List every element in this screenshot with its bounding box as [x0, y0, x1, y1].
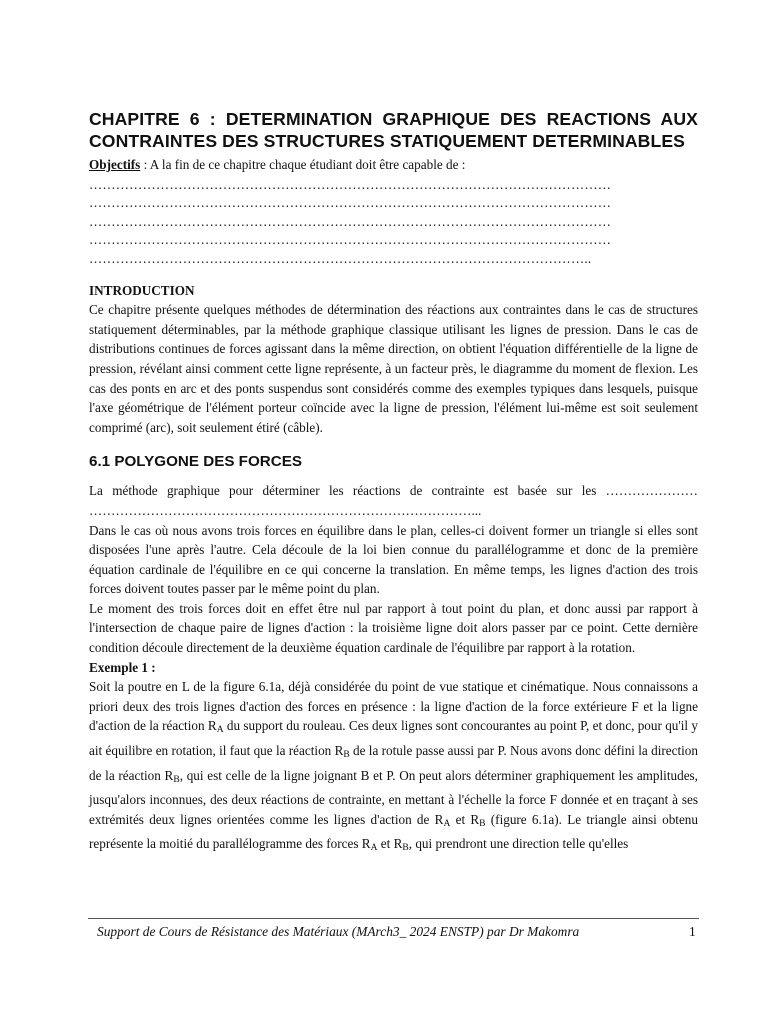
objectifs-line [89, 155, 698, 175]
document-body [89, 108, 698, 859]
example-paragraph [89, 677, 698, 859]
text-run: et R [450, 811, 480, 827]
text-run: Soit la poutre en L de la figure 6.1a, déjà considérée du point de vue statique et cinématique. Nous connaissons a priori deux des trois lignes d'action des forces en présence : la ligne d'action de la force extérieure F et la ligne d'action de la réaction R [89, 679, 698, 734]
dotted-answer-line: ……………………………………………………………………………………………………… [89, 213, 612, 229]
page-number: 1 [689, 924, 696, 939]
text-run: du support du rouleau. Ces deux lignes sont concourantes au point P, et donc, pour qu'il y ait équilibre en rotation, il faut que la réaction R [89, 718, 699, 759]
text-run: , qui prendront une direction telle qu'elles [408, 836, 629, 852]
subscript: A [216, 725, 224, 736]
subscript: B [479, 818, 486, 829]
subscript: A [443, 818, 451, 829]
footer-divider [88, 918, 699, 919]
introduction-heading: INTRODUCTION [89, 282, 195, 298]
text-run: , qui est celle de la ligne joignant B et P. On peut alors déterminer graphiquement les amplitudes, jusqu'alors inconnues, des deux réactions de contrainte, en mettant à l'échelle la force F donnée et en traçant à ses extrémités deux lignes orientées comme les lignes d'action de R [89, 767, 698, 827]
subscript: B [173, 774, 180, 785]
subscript: A [370, 843, 378, 854]
introduction-paragraph: Ce chapitre présente quelques méthodes de détermination des réactions aux contraintes dans le cas de structures statiquement déterminables, par la méthode graphique classique utilisant les lignes de pression. Dans le cas de distributions continues de forces agissant dans la même direction, on obtient l'équation différentielle de la ligne de pression, révélant ainsi comment cette ligne représente, à un facteur près, le diagramme du moment de flexion. Les cas des ponts en arc et des ponts suspendus sont considérés comme des exemples typiques dans lesquels, puisque l'axe géométrique de l'élément porteur coïncide avec la ligne de pression, l'élément lui-même est soit seulement comprimé (arc), soit seulement étiré (câble). [89, 302, 698, 435]
objectifs-label: Objectifs [89, 157, 141, 172]
text-run: et R [377, 836, 403, 852]
text-run: de la rotule passe aussi par P. Nous avons donc défini la direction de la réaction R [89, 743, 698, 783]
subscript: B [402, 843, 409, 854]
footer-text: Support de Cours de Résistance des Matériaux (MArch3_ 2024 ENSTP) par Dr Makomra [97, 924, 580, 939]
paragraph: Dans le cas où nous avons trois forces en équilibre dans le plan, celles-ci doivent former un triangle si elles sont disposées l'une après l'autre. Cela découle de la loi bien connue du parallélogramme et donc de la première équation cardinale de l'équilibre en ce qui concerne la translation. En même temps, les lignes d'action des trois forces doivent toutes passer par le même point du plan. [89, 522, 698, 597]
objectifs-text: : A la fin de ce chapitre chaque étudiant doit être capable de : [140, 157, 466, 172]
text-run: (figure 6.1a). Le triangle ainsi obtenu représente la moitié du parallélogramme des forces R [89, 811, 698, 852]
section-heading: 6.1 POLYGONE DES FORCES [89, 453, 302, 471]
example-label: Exemple 1 : [89, 659, 156, 675]
dotted-answer-line: ………………………………………………………………………………………………….. [89, 250, 592, 266]
dotted-answer-line: ……………………………………………………………………………………………………… [89, 232, 612, 248]
dotted-answer-line: ……………………………………………………………………………………………………… [89, 176, 612, 192]
dotted-answer-line: ……………………………………………………………………………………………………… [89, 195, 612, 211]
paragraph: Le moment des trois forces doit en effet être nul par rapport à tout point du plan, et donc aussi par rapport à l'intersection de chaque paire de lignes d'action : la troisième ligne doit alors passer par ce point. Cette dernière condition découle directement de la deuxième équation cardinale de l'équilibre par rapport à la rotation. [89, 600, 698, 656]
chapter-title: CHAPITRE 6 : DETERMINATION GRAPHIQUE DES REACTIONS AUX CONTRAINTES DES STRUCTURES STATIQUEMENT DETERMINABLES [89, 109, 698, 151]
paragraph: La méthode graphique pour déterminer les réactions de contrainte est basée sur les ………………… ……………………………………………………………………………... [89, 483, 698, 518]
subscript: B [343, 750, 350, 761]
